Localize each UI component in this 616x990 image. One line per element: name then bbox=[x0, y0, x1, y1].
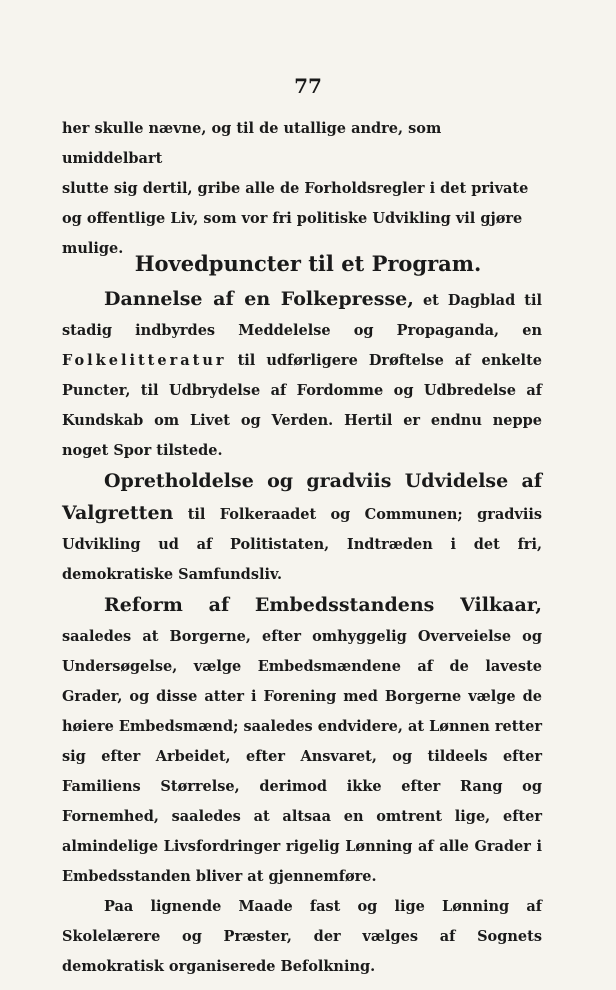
program-point-suffrage bbox=[62, 466, 542, 590]
point-text: til Folkeraadet og Communen; gradviis Udvikling ud af Politistaten, Indtræden i det fri, demokratiske Samfundsliv. bbox=[62, 506, 542, 583]
intro-line: mulige. bbox=[62, 240, 124, 257]
section-heading: Hovedpuncter til et Program. bbox=[134, 251, 482, 276]
closing-paragraph: Paa lignende Maade fast og lige Lønning af Skolelærere og Præster, der vælges af Sognets demokratisk organiserede Befolkning. bbox=[62, 898, 542, 975]
program-point-press bbox=[62, 284, 542, 466]
point-text: saaledes at Borgerne, efter omhyggelig Overveielse og Undersøgelse, vælge Embedsmændene af de laveste Grader, og disse atter i Forening med Borgerne vælge de høiere Embedsmænd; saaledes endvidere, at Lønnen retter sig efter Arbeidet, efter Ansvaret, og tildeels efter Familiens Størrelse, derimod ikke efter Rang og Fornemhed, saaledes at altsaa en omtrent lige, efter almindelige Livsfordringer rigelig Lønning af alle Grader i Embedsstanden bliver at gjennemføre. bbox=[62, 628, 542, 885]
intro-line: slutte sig dertil, gribe alle de Forholdsregler i det private bbox=[62, 180, 529, 197]
point-text: et Dagblad til stadig indbyrdes Meddelelse og Propaganda, en bbox=[62, 292, 543, 339]
intro-paragraph bbox=[62, 114, 542, 264]
point-lead: Dannelse af en Folkepresse, bbox=[104, 288, 414, 310]
program-points bbox=[62, 284, 542, 982]
point-lead: Reform af Embedsstandens Vilkaar, bbox=[104, 594, 542, 616]
point-text: til udførligere Drøftelse af enkelte Puncter, til Udbrydelse af Fordomme og Udbredelse af Kundskab om Livet og Verden. Hertil er endnu neppe noget Spor tilstede. bbox=[62, 352, 542, 459]
intro-line: her skulle nævne, og til de utallige andre, som umiddelbart bbox=[62, 120, 442, 167]
point-lead: Opretholdelse og gradviis Udvidelse af Valgretten bbox=[62, 470, 542, 524]
intro-line: og offentlige Liv, som vor fri politiske Udvikling vil gjøre bbox=[62, 210, 523, 227]
program-point-officials bbox=[62, 590, 542, 892]
point-text-spaced: Folkelitteratur bbox=[62, 352, 227, 369]
page-number: 77 bbox=[294, 74, 322, 98]
